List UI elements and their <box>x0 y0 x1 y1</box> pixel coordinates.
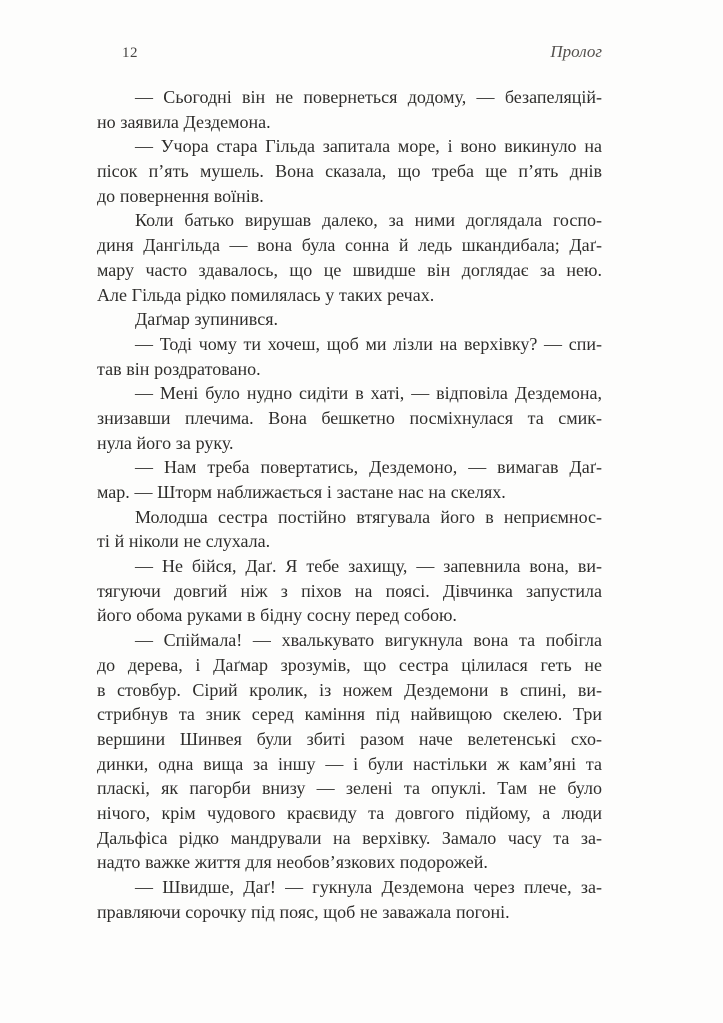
text-line: диня Дангільда — вона була сонна й ледь шкандибала; Даґ- <box>97 235 602 256</box>
paragraph <box>97 875 602 924</box>
text-line: стрибнув та зник серед каміння під найвищою скелею. Три <box>97 704 602 725</box>
paragraph <box>97 208 602 307</box>
text-line: знизавши плечима. Вона бешкетно посміхнулася та смик- <box>97 407 602 428</box>
text-line: но заявила Дездемона. <box>97 111 271 132</box>
paragraph <box>97 85 602 134</box>
paragraph <box>97 628 602 875</box>
text-line: нічого, крім чудового краєвиду та довгого підйому, а люди <box>97 802 602 823</box>
text-line: Даґмар зупинився. <box>135 309 278 330</box>
text-line: ті й ніколи не слухала. <box>97 531 271 552</box>
text-line: до повернення воїнів. <box>97 185 264 206</box>
text-line: мар. — Шторм наближається і застане нас на скелях. <box>97 482 506 502</box>
text-line: Молодша сестра постійно втягувала його в неприємнос- <box>135 506 602 527</box>
page-number: 12 <box>122 45 138 61</box>
text-line: динки, одна вища за іншу — і були настільки ж кам’яні та <box>97 753 602 774</box>
text-line: вершини Шинвея були збиті разом наче велетенські схо- <box>97 728 602 749</box>
text-line: тягуючи довгий ніж з піхов на поясі. Дівчинка запустила <box>97 580 602 601</box>
text-line: його обома руками в бідну сосну перед собою. <box>97 605 457 626</box>
text-line: — Спіймала! — хвалькувато вигукнула вона та побігла <box>135 630 602 651</box>
paragraph <box>97 307 602 332</box>
text-line: — Нам треба повертатись, Дездемоно, — вимагав Даґ- <box>135 457 602 478</box>
page-header <box>97 42 602 62</box>
text-line: мару часто здавалось, що це швидше він доглядає за нею. <box>97 259 602 280</box>
text-line: — Тоді чому ти хочеш, щоб ми лізли на верхівку? — спи- <box>135 333 602 354</box>
text-line: правляючи сорочку під пояс, щоб не заважала погоні. <box>97 901 510 922</box>
paragraph <box>97 332 602 381</box>
text-line: до дерева, і Даґмар зрозумів, що сестра цілилася геть не <box>97 654 602 675</box>
text-line: пісок п’ять мушель. Вона сказала, що треба ще п’ять днів <box>97 161 602 182</box>
text-line: Але Гільда рідко помилялась у таких речах. <box>97 284 435 305</box>
text-line: — Не бійся, Даґ. Я тебе захищу, — запевнила вона, ви- <box>135 556 602 577</box>
text-line: в стовбур. Сірий кролик, із ножем Дездемони в спині, ви- <box>97 679 602 700</box>
paragraph <box>97 134 602 208</box>
text-line: Коли батько вирушав далеко, за ними доглядала госпо- <box>135 210 602 231</box>
text-line: — Мені було нудно сидіти в хаті, — відповіла Дездемона, <box>135 383 602 404</box>
text-line: — Швидше, Даґ! — гукнула Дездемона через плече, за- <box>135 877 602 897</box>
paragraph <box>97 505 602 554</box>
text-line: тав він роздратовано. <box>97 358 261 379</box>
paragraph <box>97 554 602 628</box>
text-line: пласкі, як пагорби внизу — зелені та опуклі. Там не було <box>97 778 602 799</box>
text-line: нула його за руку. <box>97 432 234 453</box>
text-block <box>97 85 602 924</box>
paragraph <box>97 455 602 504</box>
text-line: надто важке життя для необов’язкових подорожей. <box>97 852 488 873</box>
text-line: — Сьогодні він не повернеться додому, — безапеляцій- <box>135 87 602 107</box>
running-title: Пролог <box>550 42 602 61</box>
text-line: Дальфіса рідко мандрували на верхівку. Замало часу та за- <box>97 827 602 848</box>
text-line: — Учора стара Гільда запитала море, і воно викинуло на <box>135 136 602 157</box>
paragraph <box>97 381 602 455</box>
